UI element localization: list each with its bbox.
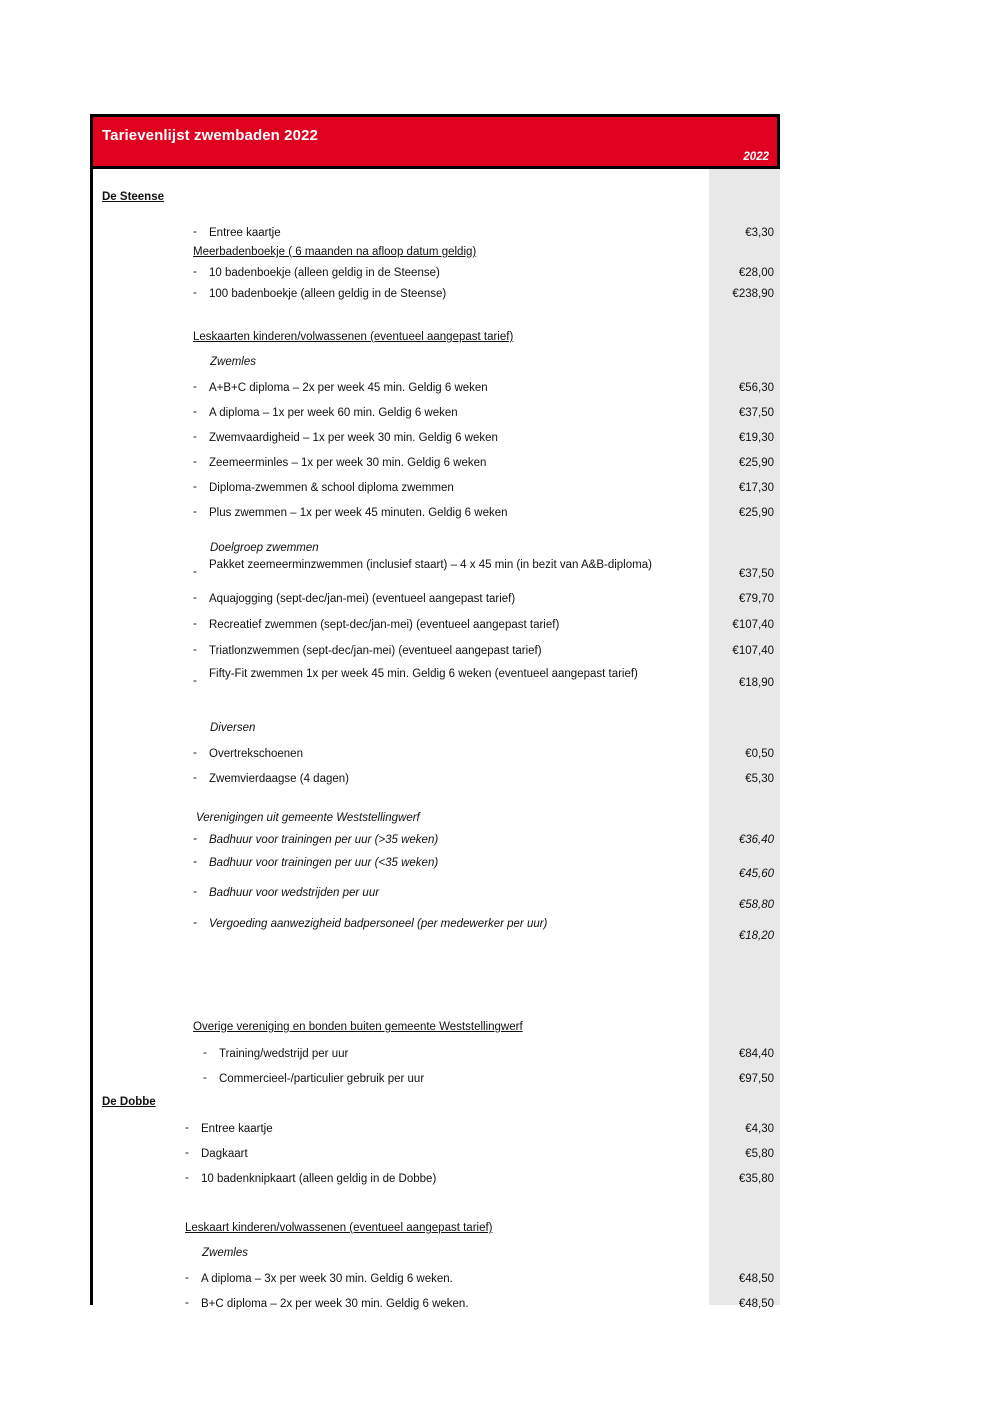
item-price: €58,80 [738, 899, 774, 911]
item-label: 10 badenboekje (alleen geldig in de Steense) [209, 267, 440, 279]
item-price: €18,20 [738, 930, 774, 942]
group-subheading-verenigingen: Verenigingen uit gemeente Weststellingwerf [196, 812, 420, 824]
bullet-dash: - [193, 381, 197, 393]
item-price: €18,90 [738, 677, 774, 689]
table-header-band [93, 117, 777, 169]
item-label: Diploma-zwemmen & school diploma zwemmen [209, 482, 454, 494]
item-price: €37,50 [738, 407, 774, 419]
item-price: €0,50 [745, 748, 774, 760]
item-price: €45,60 [738, 868, 774, 880]
bullet-dash: - [193, 644, 197, 656]
item-label: Plus zwemmen – 1x per week 45 minuten. Geldig 6 weken [209, 507, 508, 519]
bullet-dash: - [193, 566, 197, 578]
bullet-dash: - [185, 1272, 189, 1284]
item-price: €3,30 [745, 227, 774, 239]
bullet-dash: - [185, 1297, 189, 1309]
item-price: €37,50 [738, 568, 774, 580]
item-label: Badhuur voor trainingen per uur (<35 weken) [209, 857, 439, 869]
item-label: 10 badenknipkaart (alleen geldig in de Dobbe) [201, 1173, 437, 1185]
page-title: Tarievenlijst zwembaden 2022 [102, 127, 318, 144]
bullet-dash: - [193, 506, 197, 518]
group-heading-leskaart-dobbe: Leskaart kinderen/volwassenen (eventueel aangepast tarief) [185, 1222, 493, 1234]
bullet-dash: - [185, 1147, 189, 1159]
bullet-dash: - [193, 747, 197, 759]
item-price: €107,40 [732, 645, 774, 657]
section-heading-de-dobbe: De Dobbe [102, 1096, 156, 1108]
bullet-dash: - [193, 287, 197, 299]
bullet-dash: - [193, 618, 197, 630]
bullet-dash: - [203, 1072, 207, 1084]
item-label: A+B+C diploma – 2x per week 45 min. Geldig 6 weken [209, 382, 488, 394]
item-price: €35,80 [738, 1173, 774, 1185]
bullet-dash: - [193, 226, 197, 238]
group-subheading-zwemles-dobbe: Zwemles [202, 1247, 249, 1259]
bullet-dash: - [193, 481, 197, 493]
item-label: Zwemvierdaagse (4 dagen) [209, 773, 349, 785]
item-label: 100 badenboekje (alleen geldig in de Steense) [209, 288, 447, 300]
item-label: Overtrekschoenen [209, 748, 303, 760]
bullet-dash: - [193, 406, 197, 418]
group-heading-overige-vereniging: Overige vereniging en bonden buiten gemeente Weststellingwerf [193, 1021, 523, 1033]
item-price: €36,40 [738, 834, 774, 846]
item-label: Training/wedstrijd per uur [219, 1048, 349, 1060]
item-price: €5,80 [745, 1148, 774, 1160]
item-price: €28,00 [738, 267, 774, 279]
item-label: Triatlonzwemmen (sept-dec/jan-mei) (eventueel aangepast tarief) [209, 645, 542, 657]
bullet-dash: - [193, 856, 197, 868]
item-label: Recreatief zwemmen (sept-dec/jan-mei) (eventueel aangepast tarief) [209, 619, 560, 631]
item-label: Vergoeding aanwezigheid badpersoneel (per medewerker per uur) [209, 918, 548, 930]
item-label: Aquajogging (sept-dec/jan-mei) (eventueel aangepast tarief) [209, 593, 516, 605]
item-label: A diploma – 1x per week 60 min. Geldig 6 weken [209, 407, 458, 419]
item-price: €25,90 [738, 507, 774, 519]
item-label: Entree kaartje [209, 227, 281, 239]
group-subheading-diversen: Diversen [210, 722, 256, 734]
year-label: 2022 [743, 151, 769, 163]
bullet-dash: - [193, 917, 197, 929]
item-label: A diploma – 3x per week 30 min. Geldig 6 weken. [201, 1273, 453, 1285]
section-heading-de-steense: De Steense [102, 191, 165, 203]
item-price: €48,50 [738, 1273, 774, 1285]
item-price: €5,30 [745, 773, 774, 785]
bullet-dash: - [193, 431, 197, 443]
bullet-dash: - [193, 833, 197, 845]
table-body [93, 169, 777, 1310]
bullet-dash: - [185, 1122, 189, 1134]
item-label: Commercieel-/particulier gebruik per uur [219, 1073, 425, 1085]
item-label: Zwemvaardigheid – 1x per week 30 min. Geldig 6 weken [209, 432, 498, 444]
item-price: €238,90 [732, 288, 774, 300]
item-price: €4,30 [745, 1123, 774, 1135]
item-price: €19,30 [738, 432, 774, 444]
item-label: Zeemeerminles – 1x per week 30 min. Geldig 6 weken [209, 457, 487, 469]
tariff-table [90, 114, 780, 1310]
bullet-dash: - [193, 675, 197, 687]
item-label: Dagkaart [201, 1148, 248, 1160]
group-heading-meerbadenboekje: Meerbadenboekje ( 6 maanden na afloop datum geldig) [193, 246, 477, 258]
item-price: €84,40 [738, 1048, 774, 1060]
item-label: Badhuur voor wedstrijden per uur [209, 887, 380, 899]
item-price: €56,30 [738, 382, 774, 394]
bullet-dash: - [193, 772, 197, 784]
item-label: Badhuur voor trainingen per uur (>35 weken) [209, 834, 439, 846]
item-label: B+C diploma – 2x per week 30 min. Geldig 6 weken. [201, 1298, 469, 1310]
item-price: €48,50 [738, 1298, 774, 1310]
bullet-dash: - [193, 592, 197, 604]
group-subheading-doelgroep-zwemmen: Doelgroep zwemmen [210, 542, 319, 554]
item-price: €97,50 [738, 1073, 774, 1085]
item-label: Entree kaartje [201, 1123, 273, 1135]
item-label: Pakket zeemeerminzwemmen (inclusief staart) – 4 x 45 min (in bezit van A&B-diploma) [209, 559, 652, 571]
item-price: €79,70 [738, 593, 774, 605]
item-price: €107,40 [732, 619, 774, 631]
bullet-dash: - [193, 266, 197, 278]
item-price: €25,90 [738, 457, 774, 469]
bullet-dash: - [185, 1172, 189, 1184]
bullet-dash: - [203, 1047, 207, 1059]
group-subheading-zwemles: Zwemles [210, 356, 257, 368]
bullet-dash: - [193, 886, 197, 898]
bullet-dash: - [193, 456, 197, 468]
item-label: Fifty-Fit zwemmen 1x per week 45 min. Geldig 6 weken (eventueel aangepast tarief) [209, 668, 638, 680]
item-price: €17,30 [738, 482, 774, 494]
group-heading-leskaarten: Leskaarten kinderen/volwassenen (eventueel aangepast tarief) [193, 331, 514, 343]
